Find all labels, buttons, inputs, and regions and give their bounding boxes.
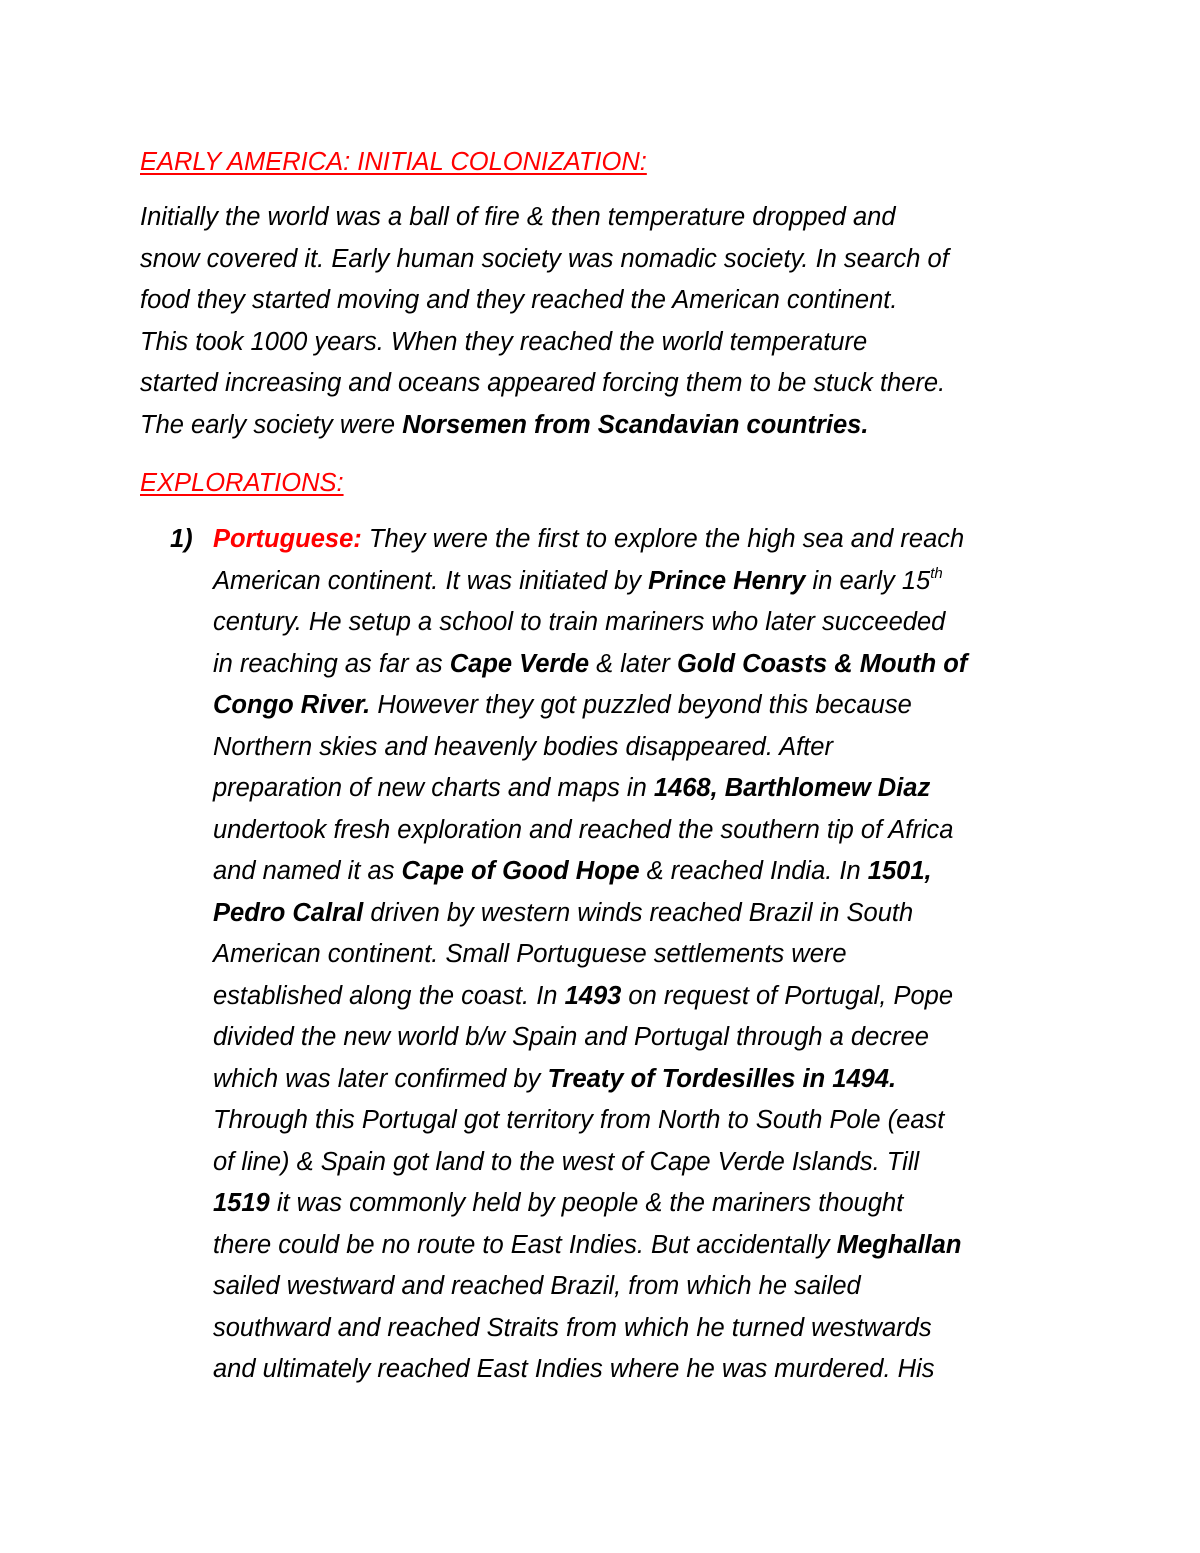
text-line	[140, 363, 949, 405]
bold-term: Cape Verde	[449, 649, 590, 678]
list-item-number: 1)	[170, 525, 193, 553]
text-line	[213, 1349, 967, 1391]
item-title: Portuguese:	[213, 525, 362, 553]
text-line	[213, 1308, 967, 1350]
text-line	[213, 1225, 967, 1267]
superscript: th	[930, 564, 943, 582]
text-run: preparation of new charts and maps in	[213, 774, 654, 802]
text-line	[140, 239, 949, 281]
bold-term: 1519	[213, 1189, 270, 1217]
text-run: century. He setup a school to train mariners who later succeeded	[213, 608, 946, 636]
text-run: there could be no route to East Indies. But accidentally	[213, 1230, 837, 1259]
bold-term: 1501,	[867, 857, 932, 885]
text-run: & reached India. In	[639, 857, 868, 885]
bold-term: Norsemen from Scandavian countries.	[402, 410, 869, 439]
text-line	[213, 685, 967, 727]
text-run: & later	[589, 649, 677, 678]
bold-term: Cape of Good Hope	[401, 857, 640, 885]
text-run: sailed westward and reached Brazil, from which he sailed	[213, 1272, 861, 1300]
text-run: of line) & Spain got land to the west of Cape Verde Islands. Till	[213, 1147, 920, 1176]
text-run: it was commonly held by people & the mariners thought	[269, 1189, 904, 1217]
text-line	[140, 405, 949, 447]
text-run: snow covered it. Early human society was nomadic society. In search of	[140, 244, 949, 273]
heading-early-america: EARLY AMERICA: INITIAL COLONIZATION:	[140, 148, 647, 176]
text-line	[213, 519, 967, 561]
text-run: and ultimately reached East Indies where he was murdered. His	[213, 1355, 935, 1383]
text-run: Through this Portugal got territory from North to South Pole (east	[213, 1106, 945, 1134]
bold-term: Gold Coasts & Mouth of	[676, 649, 968, 678]
text-run: in early 15	[805, 566, 931, 595]
text-line	[213, 893, 967, 935]
text-run: and named it as	[213, 857, 402, 885]
text-run: food they started moving and they reached the American continent.	[140, 286, 898, 314]
text-line	[213, 934, 967, 976]
text-run: Northern skies and heavenly bodies disappeared. After	[213, 732, 833, 761]
text-run: However they got puzzled beyond this because	[370, 691, 912, 719]
bold-term: 1468, Barthlomew Diaz	[653, 774, 931, 802]
text-line	[213, 1059, 967, 1101]
text-run: They were the first to explore the high sea and reach	[361, 525, 965, 553]
text-line	[140, 197, 949, 239]
portuguese-list-item	[213, 519, 967, 1391]
text-line	[213, 644, 967, 686]
text-line	[213, 1100, 967, 1142]
text-line	[213, 727, 967, 769]
text-line	[213, 851, 967, 893]
text-run: Initially the world was a ball of fire & then temperature dropped and	[140, 203, 896, 231]
text-run: divided the new world b/w Spain and Portugal through a decree	[213, 1023, 929, 1051]
text-run: driven by western winds reached Brazil in South	[363, 898, 914, 927]
text-line	[213, 602, 967, 644]
text-line	[213, 1266, 967, 1308]
text-run: undertook fresh exploration and reached the southern tip of Africa	[213, 815, 954, 844]
bold-term: Prince Henry	[648, 566, 806, 595]
text-line	[213, 1017, 967, 1059]
text-run: American continent. It was initiated by	[213, 566, 649, 595]
text-line	[213, 1183, 967, 1225]
text-run: which was later confirmed by	[213, 1064, 548, 1093]
text-line	[140, 322, 949, 364]
text-line	[213, 1142, 967, 1184]
bold-term: Treaty of Tordesilles in 1494.	[547, 1064, 897, 1093]
heading-explorations: EXPLORATIONS:	[140, 469, 344, 497]
text-run: established along the coast. In	[213, 981, 565, 1010]
text-run: on request of Portugal, Pope	[621, 981, 954, 1010]
text-line	[213, 976, 967, 1018]
text-run: This took 1000 years. When they reached the world temperature	[140, 327, 868, 356]
bold-term: 1493	[564, 981, 622, 1010]
bold-term: Congo River.	[213, 691, 371, 719]
text-run: American continent. Small Portuguese settlements were	[213, 940, 847, 968]
bold-term: Pedro Calral	[213, 898, 364, 927]
bold-term: Meghallan	[836, 1230, 962, 1259]
text-run: started increasing and oceans appeared forcing them to be stuck there.	[140, 369, 946, 397]
text-run: southward and reached Straits from which he turned westwards	[213, 1313, 932, 1342]
text-line	[213, 810, 967, 852]
text-line	[213, 768, 967, 810]
text-run: in reaching as far as	[213, 649, 450, 678]
text-run: The early society were	[140, 410, 403, 439]
text-line	[213, 561, 967, 603]
intro-paragraph	[140, 197, 949, 446]
text-line	[140, 280, 949, 322]
